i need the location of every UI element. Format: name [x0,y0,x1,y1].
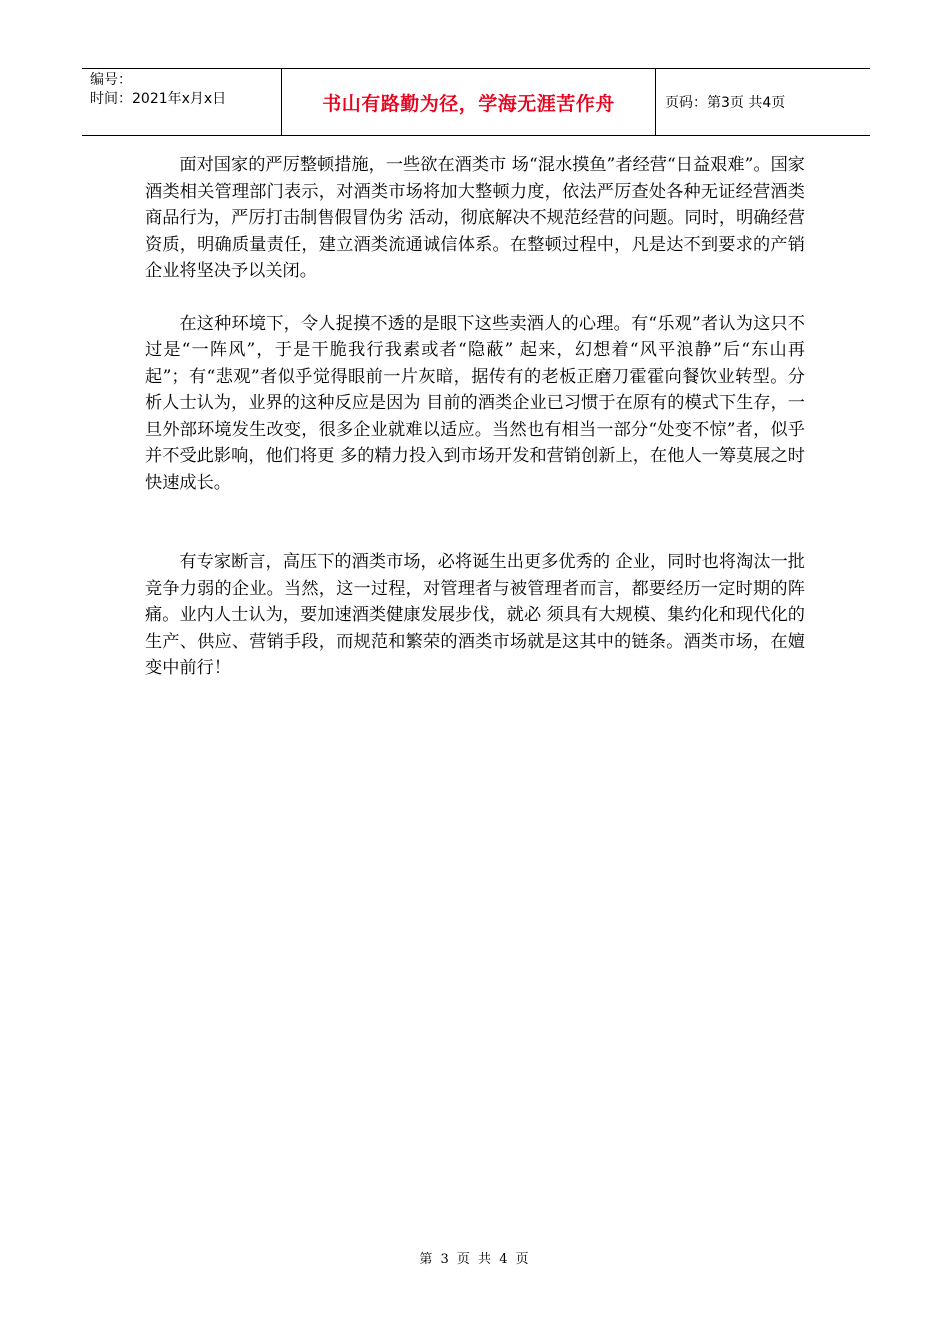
page-footer: 第 3 页 共 4 页 [419,1252,531,1267]
paragraph: 在这种环境下，令人捉摸不透的是眼下这些卖酒人的心理。有“乐观”者认为这只不过是“一阵风”，于是干脆我行我素或者“隐蔽” 起来，幻想着“风平浪静”后“东山再起”；有“悲观”者似乎觉得眼前一片灰暗，据传有的老板正磨刀霍霍向餐饮业转型。分析人士认为，业界的这种反应是因为 目前的酒类企业已习惯于在原有的模式下生存，一旦外部环境发生改变，很多企业就难以适应。当然也有相当一部分“处变不惊”者，似乎并不受此影响，他们将更 多的精力投入到市场开发和营销创新上，在他人一筹莫展之时快速成长。 [145,313,805,493]
header-meta [82,69,282,135]
header-motto: 书山有路勤为径，学海无涯苦作舟 [282,69,656,135]
paragraph: 有专家断言，高压下的酒类市场，必将诞生出更多优秀的 企业，同时也将淘汰一批竞争力弱的企业。当然，这一过程，对管理者与被管理者而言，都要经历一定时期的阵痛。业内人士认为，要加速酒类健康发展步伐，就必 须具有大规模、集约化和现代化的生产、供应、营销手段，而规范和繁荣的酒类市场就是这其中的链条。酒类市场，在嬗变中前行！ [145,552,805,678]
document-header [82,68,870,136]
header-page-indicator: 页码：第3页 共4页 [665,95,786,111]
document-body [145,152,805,682]
date-label: 时间：2021年x月x日 [90,91,227,107]
paragraph: 面对国家的严厉整顿措施，一些欲在酒类市 场“混水摸鱼”者经营“日益艰难”。国家酒类相关管理部门表示，对酒类市场将加大整顿力度，依法严厉查处各种无证经营酒类商品行为，严厉打击制售假冒伪劣 活动，彻底解决不规范经营的问题。同时，明确经营资质，明确质量责任，建立酒类流通诚信体系。在整顿过程中，凡是达不到要求的产销企业将坚决予以关闭。 [145,155,805,281]
serial-number-label: 编号： [90,72,132,88]
